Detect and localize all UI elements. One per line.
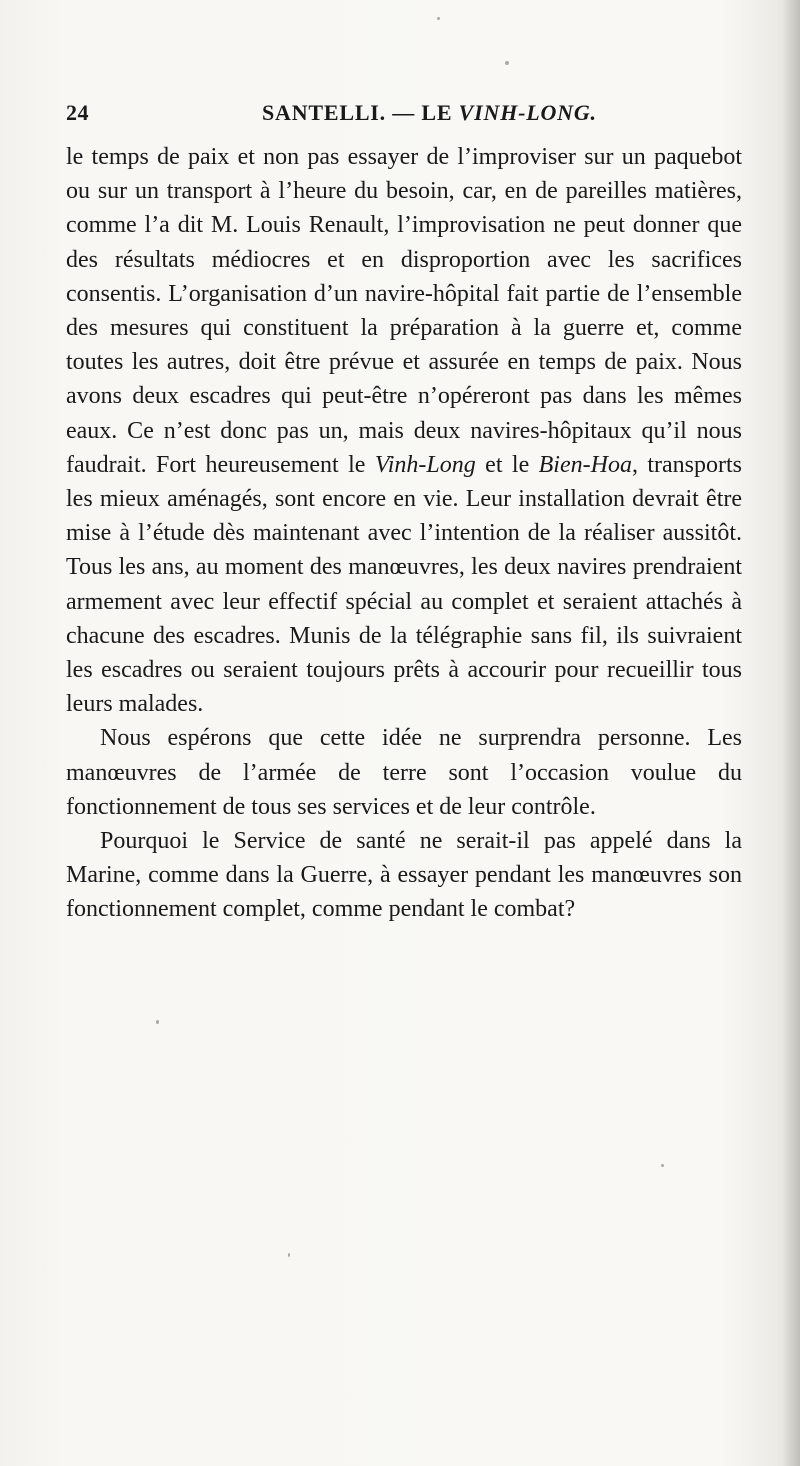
scan-speck — [156, 1020, 159, 1024]
scan-speck — [437, 17, 440, 20]
ship-name-vinh-long: Vinh-Long — [374, 451, 476, 478]
header-author: SANTELLI. — [262, 100, 386, 125]
scan-speck — [661, 1164, 664, 1167]
paragraph-2: Nous espérons que cette idée ne surprendra personne. Les manœuvres de l’armée de terre sont l’occasion voulue du fonctionnement de tous ses services et de leur contrôle. — [66, 725, 742, 820]
header-title-italic: VINH-LONG. — [458, 100, 597, 125]
paragraph-1-part-a: le temps de paix et non pas essayer de l’improviser sur un paquebot ou sur un transport à l’heure du besoin, car, en de pareilles matières, comme l’a dit M. Louis Renault, l’improvisation ne peut donner que des résultats médiocres et en disproportion avec les sacrifices consentis. L’organisation d’un navire-hôpital fait partie de l’ensemble des mesures qui constituent la préparation à la guerre et, comme toutes les autres, doit être prévue et assurée en temps de paix. Nous avons deux escadres qui peut-être n’opéreront pas dans les mêmes eaux. Ce n’est donc pas un, mais deux navires-hôpitaux qu’il nous faudrait. Fort heureusement le — [66, 144, 742, 478]
scan-speck — [288, 1253, 290, 1257]
header-article: LE — [421, 100, 453, 125]
running-head — [66, 100, 746, 140]
header-separator: — — [392, 100, 416, 125]
running-head-title — [262, 100, 597, 126]
scan-speck — [505, 61, 509, 65]
paragraph-1-part-b: et le — [475, 451, 539, 478]
paragraph-1-part-c: , transports les mieux aménagés, sont encore en vie. Leur installation devrait être mise à l’étude dès maintenant avec l’intention de la réaliser aussitôt. Tous les ans, au moment des manœuvres, les deux navires prendraient armement avec leur effectif spécial au complet et seraient attachés à chacune des escadres. Munis de la télégraphie sans fil, ils suivraient les escadres ou seraient toujours prêts à accourir pour recueillir tous leurs malades. — [66, 451, 743, 718]
ship-name-bien-hoa: Bien-Hoa — [538, 451, 632, 478]
paragraph-3: Pourquoi le Service de santé ne serait-il pas appelé dans la Marine, comme dans la Guerre, à essayer pendant les manœuvres son fonctionnement complet, comme pendant le combat? — [66, 828, 742, 923]
page-edge-shadow — [782, 0, 800, 1466]
paragraph-1 — [66, 140, 742, 721]
body-text — [66, 140, 742, 927]
page-number: 24 — [66, 100, 89, 125]
